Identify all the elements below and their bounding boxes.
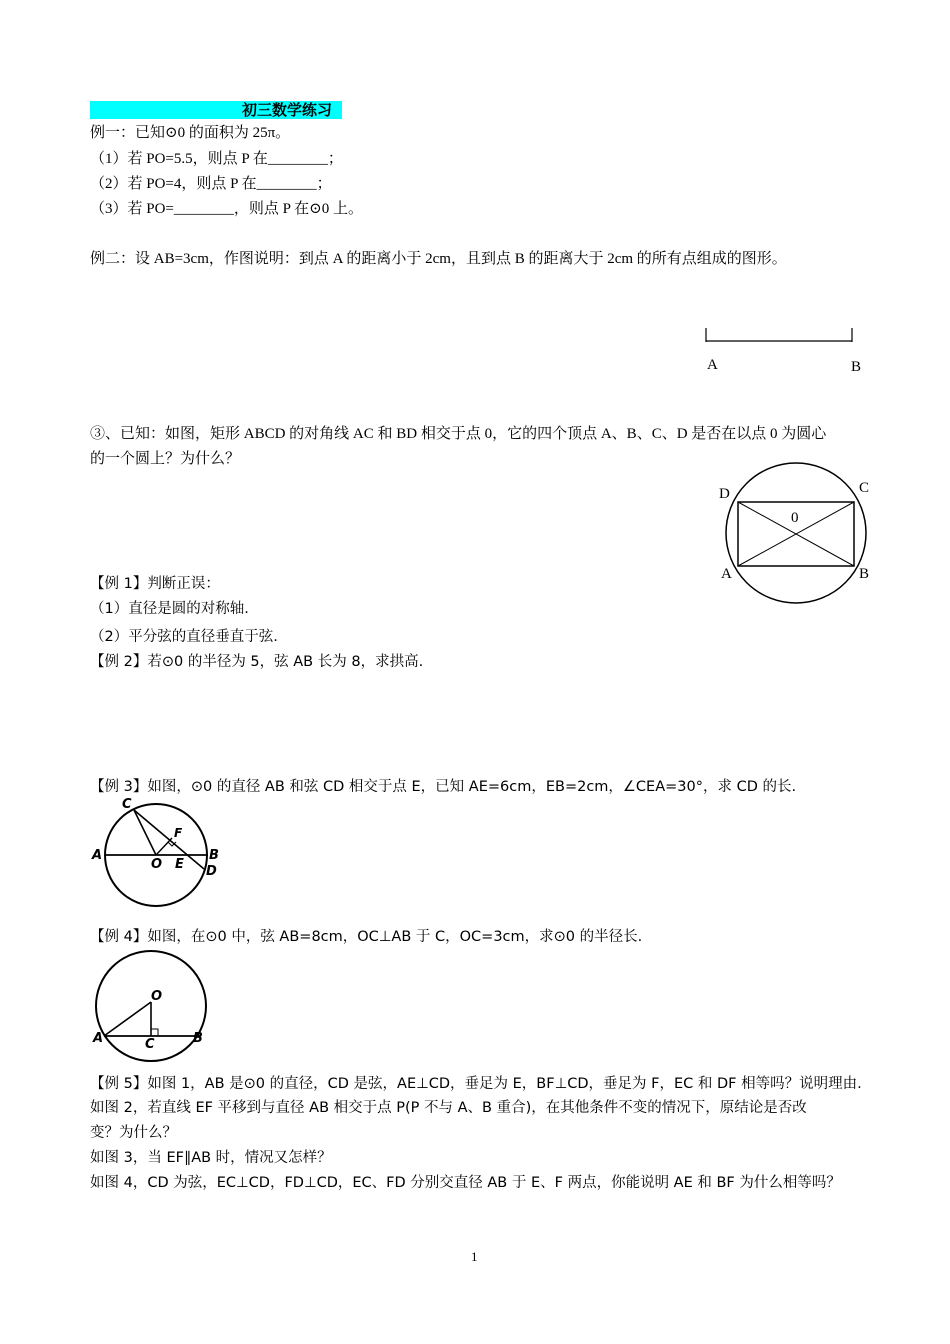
e3-label-c: C: [122, 797, 132, 812]
ex3-label-d: D: [719, 486, 730, 502]
e3-label-e: E: [175, 857, 184, 872]
ex3-line2: 的一个圆上？为什么？: [90, 451, 241, 467]
rectangle-circle-figure: [720, 460, 880, 610]
ex3-label-c: C: [859, 480, 870, 496]
e1-head: 【例 1】判断正误：: [90, 576, 220, 592]
e5-line5: 如图 4，CD 为弦，EC⊥CD，FD⊥CD，EC、FD 分别交直径 AB 于 E、F 两点，你能说明 AE 和 BF 为什么相等吗？: [90, 1175, 841, 1191]
ex1-q2: （2）若 PO=4，则点 P 在________；: [90, 176, 332, 192]
ex3-label-a: A: [721, 566, 732, 582]
ex2-label-b: B: [851, 359, 862, 375]
e4-label-c: C: [145, 1037, 155, 1052]
ex3-line1: ③、已知：如图，矩形 ABCD 的对角线 AC 和 BD 相交于点 0，它的四个顶点 A、B、C、D 是否在以点 0 为圆心: [90, 426, 827, 442]
ex2-text: 例二：设 AB=3cm，作图说明：到点 A 的距离小于 2cm，且到点 B 的距离大于 2cm 的所有点组成的图形。: [90, 251, 787, 267]
e3-text: 【例 3】如图，⊙0 的直径 AB 和弦 CD 相交于点 E，已知 AE=6cm，EB=2cm，∠CEA=30°，求 CD 的长.: [90, 779, 797, 795]
e1-q1: （1）直径是圆的对称轴.: [90, 601, 249, 617]
ex1-q1: （1）若 PO=5.5，则点 P 在________；: [90, 151, 343, 167]
e3-label-f: F: [174, 826, 183, 840]
e5-line2: 如图 2，若直线 EF 平移到与直径 AB 相交于点 P(P 不与 A、B 重合)，在其他条件不变的情况下，原结论是否改: [90, 1100, 807, 1116]
e5-line4: 如图 3，当 EF∥AB 时，情况又怎样？: [90, 1150, 332, 1166]
page-title: 初三数学练习: [242, 101, 333, 119]
e4-label-a: A: [93, 1031, 104, 1046]
e4-text: 【例 4】如图，在⊙0 中，弦 AB=8cm，OC⊥AB 于 C，OC=3cm，求⊙0 的半径长.: [90, 929, 643, 945]
ex1-intro: 例一：已知⊙0 的面积为 25π。: [90, 125, 291, 141]
e5-line1: 【例 5】如图 1，AB 是⊙0 的直径，CD 是弦，AE⊥CD，垂足为 E，BF⊥CD，垂足为 F，EC 和 DF 相等吗？说明理由.: [90, 1076, 862, 1092]
ex3-label-o: 0: [791, 510, 799, 526]
ex1-q3: （3）若 PO=________，则点 P 在⊙0 上。: [90, 201, 363, 217]
e2-text: 【例 2】若⊙0 的半径为 5，弦 AB 长为 8，求拱高.: [90, 654, 424, 670]
e3-label-b: B: [209, 848, 219, 863]
e3-label-d: D: [206, 864, 217, 879]
page-number: 1: [471, 1249, 478, 1264]
e3-label-a: A: [92, 848, 103, 863]
e4-label-o: O: [151, 989, 163, 1004]
ex3-label-b: B: [859, 566, 870, 582]
e5-line3: 变？为什么？: [90, 1125, 177, 1141]
ex2-label-a: A: [707, 357, 718, 373]
segment-ab-figure: [700, 320, 860, 345]
e1-q2: （2）平分弦的直径垂直于弦.: [90, 629, 278, 645]
e3-label-o: O: [151, 857, 163, 872]
e4-label-b: B: [193, 1031, 203, 1046]
